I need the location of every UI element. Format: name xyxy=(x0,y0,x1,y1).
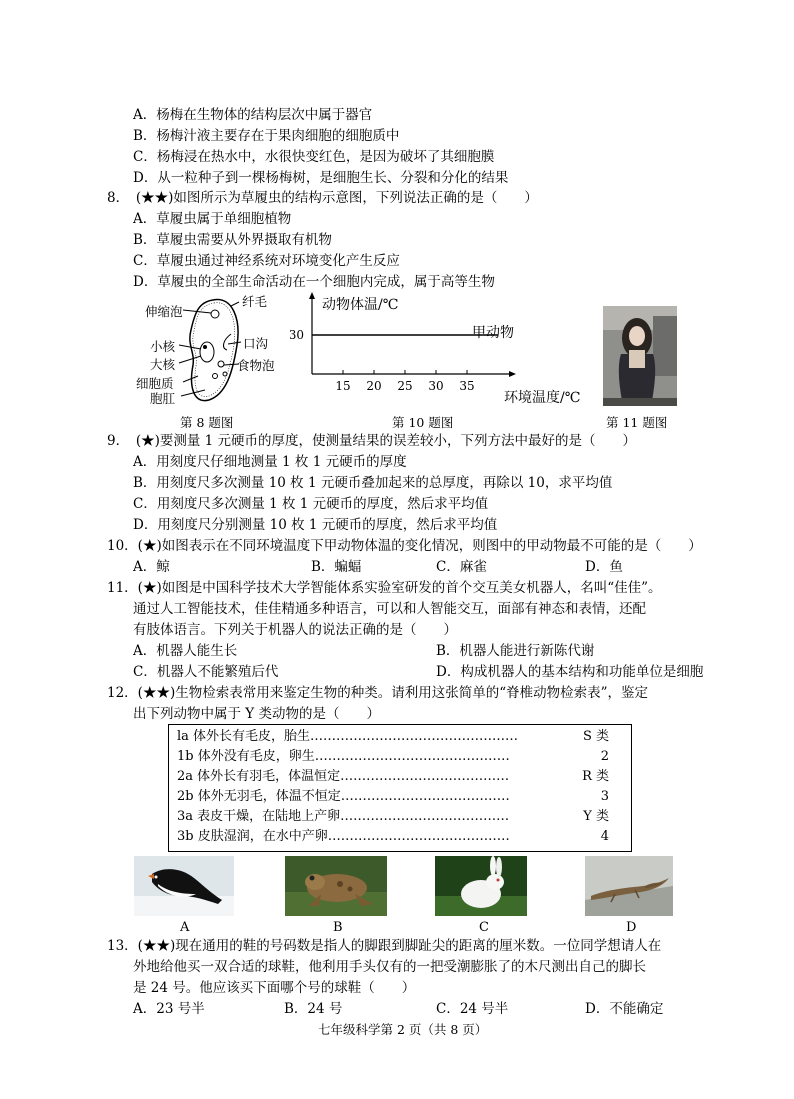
q10-option-d: D．鱼 xyxy=(585,559,623,575)
q13-stem: 13．(★★)现在通用的鞋的号码数是指人的脚跟到脚趾尖的距离的厘米数。一位同学想请人在 xyxy=(107,938,662,954)
penguin-photo xyxy=(134,856,234,916)
key-table xyxy=(168,724,632,852)
q13-option-b: B．24 号 xyxy=(284,1001,343,1017)
x-tick-label: 25 xyxy=(397,379,413,393)
lizard-photo xyxy=(585,856,673,916)
page-footer: 七年级科学第 2 页（共 8 页） xyxy=(318,1022,488,1037)
q8-option-b: B．草履虫需要从外界摄取有机物 xyxy=(133,232,332,248)
x-tick-label: 35 xyxy=(459,379,475,393)
q11-cont-1: 通过人工智能技术，佳佳精通多种语言，可以和人智能交互，面部有神态和表情，还配 xyxy=(133,601,646,617)
q7-option-d: D．从一粒种子到一棵杨梅树，是细胞生长、分裂和分化的结果 xyxy=(133,170,509,186)
q8-option-d: D．草履虫的全部生命活动在一个细胞内完成，属于高等生物 xyxy=(133,274,495,290)
q9-option-a: A．用刻度尺仔细地测量 1 枚 1 元硬币的厚度 xyxy=(133,454,407,470)
frog-photo xyxy=(285,856,387,916)
q7-option-a: A．杨梅在生物体的结构层次中属于器官 xyxy=(133,107,373,123)
q11-option-a: A．机器人能生长 xyxy=(133,643,238,659)
x-axis-arrow xyxy=(509,371,516,377)
fig8-label-micronucleus: 小核 xyxy=(150,339,176,354)
x-tick-label: 20 xyxy=(366,379,382,393)
y-tick-label: 30 xyxy=(290,328,304,342)
q13-option-a: A．23 号半 xyxy=(133,1001,205,1017)
fig10-ylabel: 动物体温/℃ xyxy=(322,297,399,313)
q13-cont-2: 是 24 号。他应该买下面哪个号的球鞋（ ） xyxy=(133,980,416,996)
q13-option-d: D．不能确定 xyxy=(585,1001,664,1017)
q11-option-b: B．机器人能进行新陈代谢 xyxy=(436,643,595,659)
q13-cont-1: 外地给他买一双合适的球鞋，他利用手头仅有的一把受潮膨胀了的木尺测出自己的脚长 xyxy=(133,959,646,975)
key-row-1a: la 体外长有毛皮，胎生………………………………………… S 类 xyxy=(177,729,609,744)
q12-cont: 出下列动物中属于 Y 类动物的是（ ） xyxy=(133,706,380,722)
photo-label-a: A xyxy=(180,920,190,935)
photo-label-c: C xyxy=(479,920,489,935)
fig8-label-contractile-vacuole: 伸缩泡 xyxy=(145,304,183,319)
key-row-3a: 3a 表皮干燥，在陆地上产卵………………………………… Y 类 xyxy=(177,809,609,824)
x-tick-label: 30 xyxy=(428,379,444,393)
fig8-label-oral-groove: 口沟 xyxy=(243,336,269,351)
fig8-label-cytoplasm: 细胞质 xyxy=(136,376,174,391)
key-row-1b: 1b 体外没有毛皮，卵生……………………………………… 2 xyxy=(177,749,609,764)
fig10-series-label: 甲动物 xyxy=(472,325,514,341)
q11-stem: 11．(★)如图是中国科学技术大学智能体系实验室研发的首个交互美女机器人，名叫“佳佳”。 xyxy=(107,580,662,596)
photo-label-b: B xyxy=(333,920,343,935)
q8-option-a: A．草履虫属于单细胞植物 xyxy=(133,211,292,227)
fig8-label-cilia: 纤毛 xyxy=(242,294,268,309)
fig11-caption: 第 11 题图 xyxy=(606,415,668,430)
key-row-2b: 2b 体外无羽毛，体温不恒定………………………………… 3 xyxy=(177,789,609,804)
y-axis-arrow xyxy=(309,292,315,299)
q13-option-c: C．24 号半 xyxy=(436,1001,509,1017)
q9-option-d: D．用刻度尺分别测量 10 枚 1 元硬币的厚度，然后求平均值 xyxy=(133,517,498,533)
q10-stem: 10．(★)如图表示在不同环境温度下甲动物体温的变化情况，则图中的甲动物最不可能的是（ ） xyxy=(107,538,702,554)
q10-option-b: B．蝙蝠 xyxy=(311,559,362,575)
fig8-paramecium xyxy=(135,290,285,408)
fig10-chart xyxy=(290,292,590,410)
fig8-caption: 第 8 题图 xyxy=(180,415,234,430)
q10-option-c: C．麻雀 xyxy=(436,559,487,575)
q9-option-b: B．用刻度尺多次测量 10 枚 1 元硬币叠加起来的总厚度，再除以 10，求平均值 xyxy=(133,475,613,491)
fig10-caption: 第 10 题图 xyxy=(392,415,454,430)
q11-option-d: D．构成机器人的基本结构和功能单位是细胞 xyxy=(436,664,704,680)
q12-stem: 12．(★★)生物检索表常用来鉴定生物的种类。请利用这张简单的“脊椎动物检索表”，鉴定 xyxy=(107,685,649,701)
q7-option-c: C．杨梅浸在热水中，水很快变红色，是因为破坏了其细胞膜 xyxy=(133,149,495,165)
photo-label-d: D xyxy=(626,920,637,935)
q11-cont-2: 有肢体语言。下列关于机器人的说法正确的是（ ） xyxy=(133,622,457,638)
q8-stem: 8． (★★)如图所示为草履虫的结构示意图，下列说法正确的是（ ） xyxy=(107,190,538,206)
q7-option-b: B．杨梅汁液主要存在于果肉细胞的细胞质中 xyxy=(133,128,400,144)
q9-option-c: C．用刻度尺多次测量 1 枚 1 元硬币的厚度，然后求平均值 xyxy=(133,496,489,512)
key-row-3b: 3b 皮肤湿润，在水中产卵…………………………………… 4 xyxy=(177,829,609,844)
q8-option-c: C．草履虫通过神经系统对环境变化产生反应 xyxy=(133,253,400,269)
q11-option-c: C．机器人不能繁殖后代 xyxy=(133,664,279,680)
rabbit-photo xyxy=(435,856,527,916)
q9-stem: 9． (★)要测量 1 元硬币的厚度，使测量结果的误差较小，下列方法中最好的是（ ） xyxy=(107,433,637,449)
fig11-robot-photo xyxy=(603,306,677,406)
q10-option-a: A．鲸 xyxy=(133,559,170,575)
fig8-label-food-vacuole: 食物泡 xyxy=(237,358,275,373)
fig8-label-macronucleus: 大核 xyxy=(150,357,176,372)
fig10-xlabel: 环境温度/℃ xyxy=(504,390,581,406)
key-row-2a: 2a 体外长有羽毛，体温恒定………………………………… R 类 xyxy=(177,769,609,784)
x-tick-label: 15 xyxy=(335,379,351,393)
fig8-label-anal-pore: 胞肛 xyxy=(150,391,176,406)
